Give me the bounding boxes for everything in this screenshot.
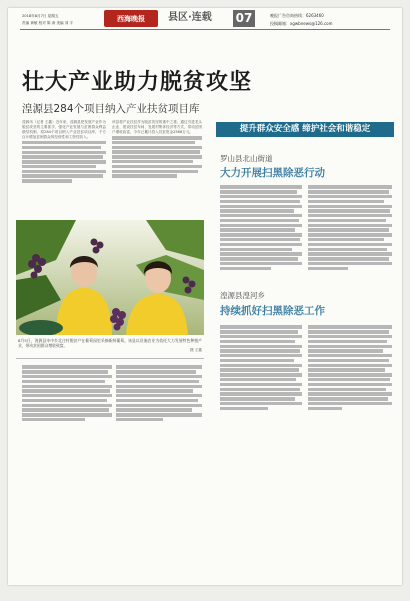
- newspaper-page: [8, 8, 402, 585]
- section-title: 县区·连载: [168, 12, 212, 23]
- header-rule: [20, 29, 390, 30]
- masthead-badge: [104, 10, 158, 27]
- article2-title: 持续抓好扫黑除恶工作: [220, 305, 325, 317]
- main-subhead: 湟源县284个项目纳入产业扶贫项目库: [22, 103, 200, 115]
- article2-col2: [308, 324, 392, 411]
- issue-date: 2018年8月7日 星期五: [22, 14, 59, 18]
- article2-kicker: 湟源县湟河乡: [220, 291, 265, 300]
- caption-rule: [16, 358, 204, 359]
- masthead-title: 西海晚报: [117, 14, 145, 23]
- lower-left-col2: [116, 364, 202, 423]
- editors-line: 责编 黄敏 校对 陈 涛 美编 刘 宇: [22, 21, 74, 25]
- article1-col2: [308, 184, 392, 271]
- grape-harvest-photo: [16, 220, 204, 335]
- photo-illustration: [16, 220, 204, 335]
- lower-left-col1: [22, 364, 112, 423]
- left-article-lead: 湟源讯（记者 王鑫）近年来，湟源县把发展产业作为脱贫攻坚的主要抓手，强化产业发展与贫困群众利益联结机制，将284个项目纳入产业扶贫项目库，千方百计增加贫困群众的经营性和工资性收入。: [22, 120, 106, 139]
- article1-title: 大力开展扫黑除恶行动: [220, 167, 325, 179]
- photo-caption: 8月5日，湟源县申中乡北庄村脱贫户在葡萄园里采摘新鲜葡萄。该县以设施农业为依托大力发展特色种植产业，带动贫困群众增收致富。: [18, 338, 202, 349]
- photographer-credit: 摄 王鑫: [190, 348, 202, 353]
- left-article-col1: [22, 120, 106, 184]
- article1-kicker: 罗山县北山街道: [220, 154, 273, 163]
- photo-caption-block: [18, 338, 202, 353]
- article2-col1: [220, 324, 302, 411]
- section-banner-text: 提升群众安全感 缔护社会和谐稳定: [239, 124, 371, 134]
- submission-email: 投稿邮箱：xgwbnews@126.com: [270, 21, 333, 26]
- main-headline: 壮大产业助力脱贫攻坚: [22, 69, 253, 95]
- article1-col1: [220, 184, 302, 271]
- page-number: 07: [233, 10, 255, 27]
- left-article-col2: [112, 120, 202, 179]
- ad-hotline: 晚报广告咨询热线：6263460: [270, 13, 324, 18]
- left-article-body: 该县将产业扶贫作为脱贫攻坚的重中之重，通过引进龙头企业、建设扶贫车间、发展村集体经济等方式，带动贫困户增收致富，今年已累计投入扶贫资金2568万元。: [112, 120, 202, 134]
- section-banner: [216, 122, 394, 137]
